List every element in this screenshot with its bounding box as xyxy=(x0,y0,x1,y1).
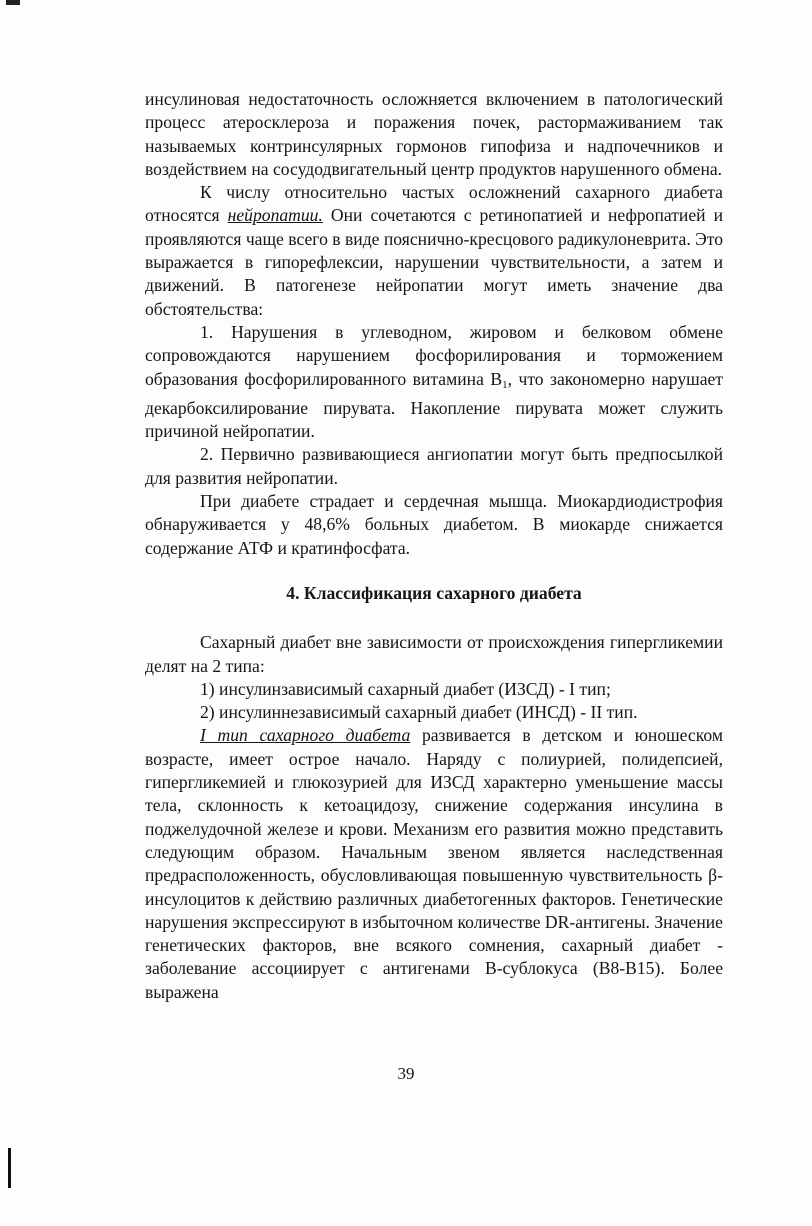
paragraph-7-end: развивается в детском и юношеском возрасте, имеет острое начало. Наряду с полиурией, полидепсией, гипергликемией и глюкозурией для ИЗСД характерно уменьшение массы тела, склонность к кетоацидозу, снижение содержания инсулина в поджелудочной железе и крови. Механизм его развития можно представить следующим образом. Начальным звеном является наследственная предрасположенность, обусловливающая повышенную чувствительность β-инсулоцитов к действию различных диабетогенных факторов. Генетические нарушения экспрессируют в избыточном количестве DR-антигены. Значение генетических факторов, вне всякого сомнения, сахарный диабет - заболевание ассоциирует с антигенами В-сублокуса (В8-В15). Более выражена xyxy=(145,725,723,1002)
term-type-1: I тип сахарного диабета xyxy=(200,725,411,746)
paragraph-2 xyxy=(145,181,723,321)
paragraph-5: При диабете страдает и сердечная мышца. Миокардиодистрофия обнаруживается у 48,6% больных диабетом. В миокарде снижается содержание АТФ и кратинфосфата. xyxy=(145,491,723,558)
scan-mark-left xyxy=(8,1148,11,1188)
term-neuropathy: нейропатии. xyxy=(227,205,323,226)
list-item-2: 2) инсулиннезависимый сахарный диабет (ИНСД) - II тип. xyxy=(200,702,638,723)
page-number: 39 xyxy=(397,1064,415,1083)
list-item-1: 1) инсулинзависимый сахарный диабет (ИЗСД) - I тип; xyxy=(200,678,611,699)
scan-mark-top xyxy=(6,0,20,5)
section-heading: 4. Классификация сахарного диабета xyxy=(286,582,582,603)
paragraph-2-start: К числу относительно частых осложнений сахарного диабета относятся xyxy=(145,182,723,226)
paragraph-3-end: , что закономерно нарушает декарбоксилирование пирувата. Накопление пирувата может служить причиной нейропатии. xyxy=(145,368,723,442)
paragraph-4: 2. Первично развивающиеся ангиопатии могут быть предпосылкой для развития нейропатии. xyxy=(145,444,723,488)
paragraph-2-end: Они сочетаются с ретинопатией и нефропатией и проявляются чаще всего в виде пояснично-кресцового радикулоневрита. Это выражается в гипорефлексии, нарушении чувствительности, а затем и движений. В патогенезе нейропатии могут иметь значение два обстоятельства: xyxy=(145,205,723,319)
subscript-1: 1 xyxy=(502,378,508,391)
paragraph-3 xyxy=(145,321,723,443)
paragraph-7 xyxy=(145,724,723,1004)
paragraph-1: инсулиновая недостаточность осложняется включением в патологический процесс атеросклероза и поражения почек, растормаживанием так называемых контринсулярных гормонов гипофиза и надпочечников и воздействием на сосудодвигательный центр продуктов нарушенного обмена. xyxy=(145,89,723,179)
paragraph-3-start: 1. Нарушения в углеводном, жировом и белковом обмене сопровождаются нарушением фосфорилирования и торможением образования фосфорилированного витамина В xyxy=(145,321,723,389)
body-text xyxy=(145,88,723,1004)
paragraph-6: Сахарный диабет вне зависимости от происхождения гипергликемии делят на 2 типа: xyxy=(145,632,723,676)
